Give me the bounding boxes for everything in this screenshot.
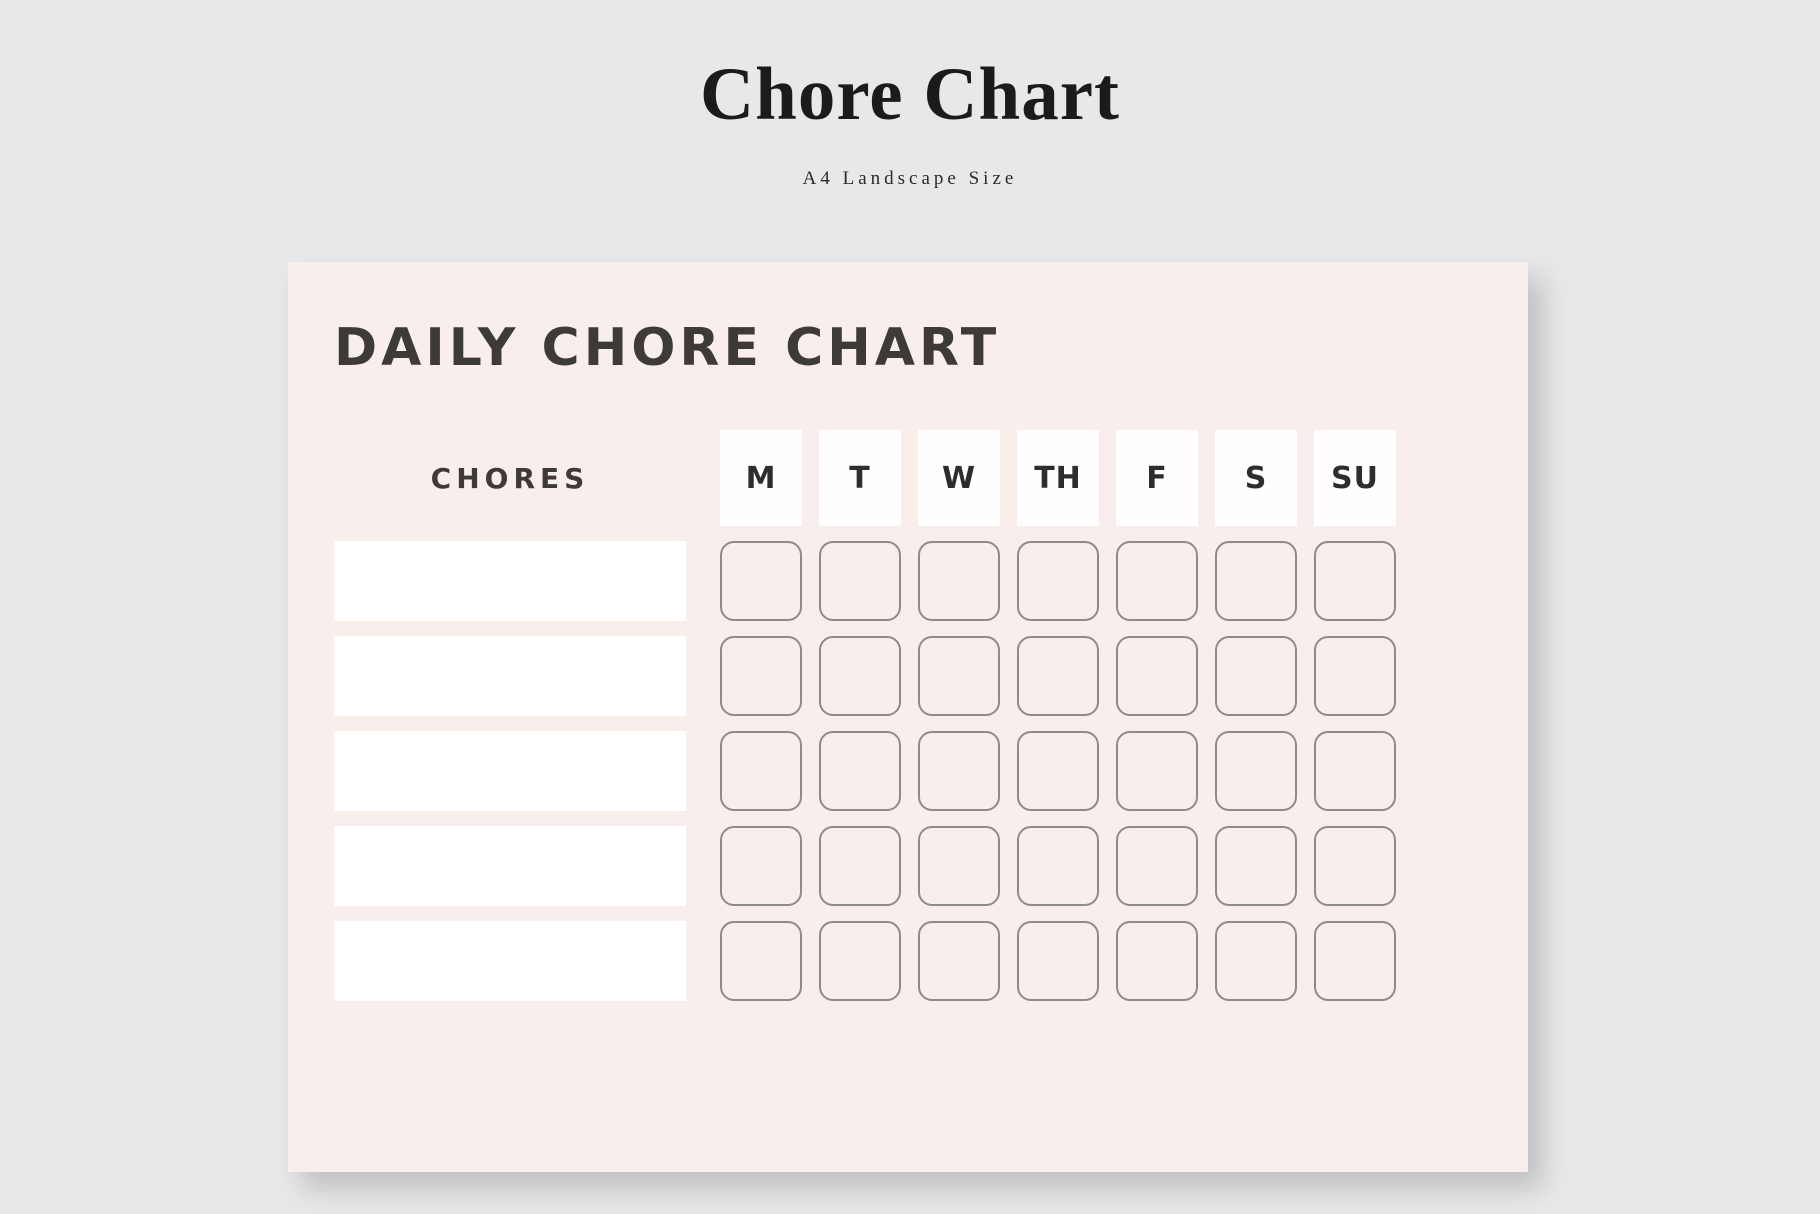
chore-name-field[interactable]: [334, 921, 686, 1001]
checkbox-cell[interactable]: [1017, 731, 1099, 811]
checkbox-cell[interactable]: [720, 731, 802, 811]
grid-header-row: [334, 430, 1484, 526]
table-row: [334, 731, 1484, 811]
checkbox-cell[interactable]: [1116, 636, 1198, 716]
table-row: [334, 636, 1484, 716]
checkbox-cell[interactable]: [1215, 541, 1297, 621]
checkbox-cell[interactable]: [918, 826, 1000, 906]
checkbox-cell[interactable]: [1215, 921, 1297, 1001]
checkbox-cell[interactable]: [720, 541, 802, 621]
checkbox-cell[interactable]: [918, 731, 1000, 811]
checkbox-cell[interactable]: [720, 921, 802, 1001]
chores-column-header: CHORES: [430, 461, 590, 495]
checkbox-cell[interactable]: [918, 921, 1000, 1001]
checkbox-cell[interactable]: [1116, 826, 1198, 906]
page-title: Chore Chart: [700, 53, 1120, 136]
day-header-thursday: TH: [1017, 430, 1099, 526]
day-header-tuesday: T: [819, 430, 901, 526]
checkbox-cell[interactable]: [1314, 731, 1396, 811]
checkbox-cell[interactable]: [819, 826, 901, 906]
table-row: [334, 826, 1484, 906]
check-cells: [720, 826, 1396, 906]
day-header-cells: [720, 430, 1396, 526]
chore-grid: [334, 430, 1484, 1001]
checkbox-cell[interactable]: [1017, 636, 1099, 716]
checkbox-cell[interactable]: [1017, 921, 1099, 1001]
chore-name-field[interactable]: [334, 826, 686, 906]
checkbox-cell[interactable]: [819, 541, 901, 621]
checkbox-cell[interactable]: [819, 731, 901, 811]
chore-chart-sheet: [288, 262, 1528, 1172]
chore-name-field[interactable]: [334, 636, 686, 716]
page-subtitle: A4 Landscape Size: [802, 168, 1018, 189]
table-row: [334, 921, 1484, 1001]
checkbox-cell[interactable]: [1116, 541, 1198, 621]
day-header-friday: F: [1116, 430, 1198, 526]
checkbox-cell[interactable]: [720, 636, 802, 716]
checkbox-cell[interactable]: [1116, 921, 1198, 1001]
checkbox-cell[interactable]: [918, 541, 1000, 621]
checkbox-cell[interactable]: [1017, 541, 1099, 621]
day-header-wednesday: W: [918, 430, 1000, 526]
checkbox-cell[interactable]: [720, 826, 802, 906]
checkbox-cell[interactable]: [1314, 636, 1396, 716]
check-cells: [720, 921, 1396, 1001]
checkbox-cell[interactable]: [1017, 826, 1099, 906]
day-header-saturday: S: [1215, 430, 1297, 526]
check-cells: [720, 636, 1396, 716]
checkbox-cell[interactable]: [819, 921, 901, 1001]
day-header-sunday: SU: [1314, 430, 1396, 526]
sheet-title: DAILY CHORE CHART: [334, 318, 1001, 378]
checkbox-cell[interactable]: [1314, 541, 1396, 621]
checkbox-cell[interactable]: [1314, 921, 1396, 1001]
chore-name-field[interactable]: [334, 731, 686, 811]
chore-name-field[interactable]: [334, 541, 686, 621]
checkbox-cell[interactable]: [918, 636, 1000, 716]
table-row: [334, 541, 1484, 621]
checkbox-cell[interactable]: [1215, 731, 1297, 811]
check-cells: [720, 541, 1396, 621]
checkbox-cell[interactable]: [1215, 636, 1297, 716]
checkbox-cell[interactable]: [1116, 731, 1198, 811]
day-header-monday: M: [720, 430, 802, 526]
checkbox-cell[interactable]: [819, 636, 901, 716]
checkbox-cell[interactable]: [1314, 826, 1396, 906]
check-cells: [720, 731, 1396, 811]
checkbox-cell[interactable]: [1215, 826, 1297, 906]
